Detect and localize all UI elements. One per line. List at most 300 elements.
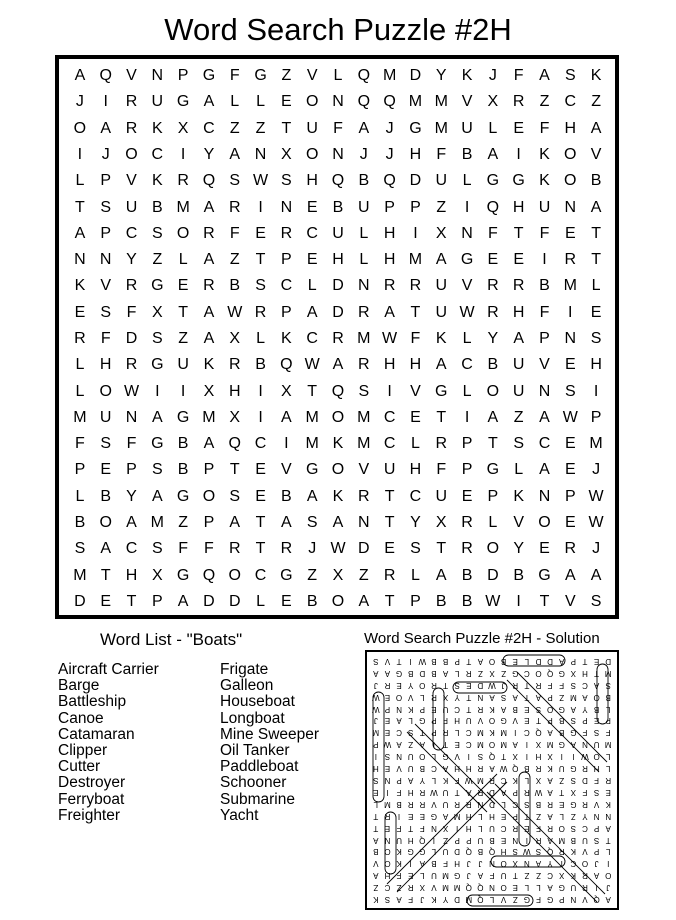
grid-letter: V (126, 67, 137, 85)
grid-letter: F (333, 119, 343, 137)
word-list-column-2 (220, 662, 319, 824)
solution-letter: E (500, 811, 507, 821)
solution-letter: V (408, 692, 414, 702)
grid-letter: F (100, 329, 111, 347)
grid-letter: A (513, 329, 524, 347)
grid-letter: B (74, 513, 86, 531)
grid-letter: S (410, 540, 421, 558)
grid-letter: N (280, 198, 293, 216)
solution-letter: K (408, 704, 414, 714)
grid-letter: T (255, 513, 266, 531)
word-list-item: Aircraft Carrier (58, 661, 159, 678)
grid-letter: R (74, 329, 86, 347)
grid-letter: L (75, 172, 85, 190)
grid-letter: G (254, 67, 267, 85)
grid-letter: I (258, 198, 263, 216)
grid-letter: Y (126, 251, 137, 269)
solution-letter: B (605, 692, 611, 702)
solution-letter: E (605, 787, 611, 797)
grid-letter: J (101, 145, 110, 163)
grid-letter: J (385, 119, 394, 137)
solution-letter: Q (546, 668, 554, 678)
solution-letter: A (535, 859, 542, 869)
solution-letter: Q (477, 895, 484, 905)
solution-letter: B (500, 656, 507, 666)
solution-letter: C (500, 823, 507, 833)
solution-letter: T (536, 716, 541, 726)
grid-letter: I (464, 408, 470, 426)
grid-letter: Z (358, 566, 369, 584)
solution-letter: O (488, 656, 496, 666)
solution-letter: E (373, 787, 379, 797)
solution-letter: W (488, 680, 496, 690)
solution-letter: X (512, 752, 518, 762)
grid-letter: Z (307, 566, 318, 584)
solution-letter: Z (443, 835, 448, 845)
grid-letter: R (228, 540, 241, 558)
solution-letter: S (535, 704, 542, 714)
grid-letter: W (588, 487, 604, 505)
grid-letter: I (77, 145, 83, 163)
solution-letter: P (570, 656, 577, 666)
grid-letter: T (487, 435, 498, 453)
solution-letter: Y (408, 680, 414, 690)
grid-letter: A (590, 119, 602, 137)
grid-letter: V (461, 93, 473, 111)
solution-letter: L (373, 799, 379, 809)
grid-letter: B (229, 277, 241, 295)
solution-letter: A (500, 704, 507, 714)
solution-letter: G (570, 764, 577, 774)
grid-letter: D (74, 592, 86, 610)
solution-letter: U (558, 764, 565, 774)
grid-letter: A (435, 566, 447, 584)
grid-letter: H (125, 566, 138, 584)
grid-letter: S (255, 277, 266, 295)
solution-letter: J (466, 871, 471, 881)
solution-letter: B (408, 668, 414, 678)
grid-letter: X (332, 566, 344, 584)
grid-letter: T (307, 382, 318, 400)
solution-letter: S (373, 776, 379, 786)
grid-letter: A (306, 487, 318, 505)
grid-letter: E (564, 224, 576, 242)
solution-letter: X (442, 823, 449, 833)
grid-letter: M (408, 251, 423, 269)
grid-letter: R (358, 303, 370, 321)
solution-letter: B (559, 716, 565, 726)
grid-letter: B (513, 566, 524, 584)
page-title: Word Search Puzzle #2H (164, 12, 512, 47)
solution-letter: H (465, 764, 472, 774)
grid-letter: G (409, 119, 422, 137)
grid-letter: U (125, 198, 138, 216)
solution-letter: G (558, 883, 565, 893)
solution-letter: H (535, 752, 542, 762)
solution-letter: G (395, 668, 403, 678)
grid-letter: D (358, 540, 370, 558)
solution-letter: P (547, 716, 553, 726)
solution-letter: F (582, 728, 588, 738)
grid-letter: G (435, 382, 448, 400)
solution-letter: P (605, 716, 611, 726)
grid-letter: V (410, 382, 421, 400)
solution-letter: U (396, 835, 402, 845)
solution-letter: K (489, 704, 495, 714)
solution-letter: F (489, 871, 495, 881)
solution-letter: A (489, 764, 495, 774)
solution-letter: U (431, 871, 437, 881)
solution-letter: Z (536, 871, 541, 881)
word-list-item: Paddleboat (220, 758, 299, 776)
solution-letter: X (547, 752, 553, 762)
solution-letter: X (535, 740, 542, 750)
grid-letter: M (434, 119, 448, 137)
grid-letter: O (331, 461, 345, 479)
solution-letter: R (547, 799, 553, 809)
grid-letter: P (203, 513, 215, 531)
solution-letter: H (454, 859, 461, 869)
word-list-item: Mine Sweeper (220, 725, 320, 743)
grid-letter: Q (331, 172, 345, 190)
grid-letter: P (539, 329, 550, 347)
solution-letter: X (512, 859, 518, 869)
grid-letter: E (513, 119, 524, 137)
solution-letter: M (477, 740, 484, 750)
word-list-item: Schooner (220, 774, 287, 792)
solution-letter: B (559, 728, 565, 738)
grid-letter: X (229, 408, 241, 426)
grid-letter: O (202, 487, 216, 505)
grid-letter: C (383, 435, 396, 453)
grid-letter: J (385, 145, 394, 163)
grid-letter: G (202, 67, 216, 85)
grid-letter: M (73, 566, 87, 584)
solution-letter: M (372, 728, 380, 738)
grid-letter: R (435, 435, 448, 453)
solution-letter: D (489, 787, 495, 797)
solution-letter: J (420, 895, 425, 905)
solution-letter: U (477, 835, 484, 845)
grid-letter: O (486, 540, 500, 558)
grid-letter: L (333, 67, 343, 85)
grid-letter: K (539, 172, 550, 190)
solution-letter: M (477, 776, 484, 786)
solution-letter: O (488, 740, 496, 750)
grid-letter: H (512, 198, 525, 216)
solution-letter: N (605, 811, 612, 821)
solution-letter: H (372, 764, 379, 774)
solution-letter: G (558, 704, 565, 714)
grid-letter: A (306, 303, 318, 321)
solution-letter: E (500, 835, 507, 845)
grid-letter: K (74, 277, 86, 295)
solution-letter: G (558, 740, 565, 750)
grid-letter: K (203, 356, 215, 374)
grid-letter: N (564, 198, 577, 216)
grid-letter: Q (99, 67, 112, 85)
grid-letter: H (564, 119, 577, 137)
solution-letter: H (407, 835, 414, 845)
grid-letter: G (486, 461, 500, 479)
solution-letter: Z (373, 883, 379, 893)
grid-letter: T (229, 461, 240, 479)
grid-letter: H (228, 382, 241, 400)
solution-letter: S (408, 728, 414, 738)
solution-letter: M (604, 668, 612, 678)
grid-letter: G (151, 277, 164, 295)
grid-letter: I (155, 382, 160, 400)
grid-letter: O (99, 382, 112, 400)
solution-letter: D (454, 895, 461, 905)
grid-letter: B (590, 172, 602, 190)
solution-letter: T (443, 680, 448, 690)
solution-letter: A (605, 823, 611, 833)
grid-letter: C (306, 224, 318, 242)
word-list-item: Clipper (58, 742, 108, 760)
grid-letter: Y (126, 487, 137, 505)
solution-letter: R (454, 799, 461, 809)
solution-letter: C (431, 764, 437, 774)
solution-letter: J (594, 859, 599, 869)
solution-letter: S (500, 692, 507, 702)
grid-letter: U (99, 408, 112, 426)
solution-letter: R (407, 799, 414, 809)
solution-letter: L (605, 847, 611, 857)
solution-letter: E (454, 740, 460, 750)
grid-letter: O (305, 93, 319, 111)
solution-letter: T (373, 811, 379, 821)
solution-letter: L (536, 883, 541, 893)
grid-letter: X (281, 145, 292, 163)
solution-letter: S (512, 847, 518, 857)
solution-letter: Q (477, 883, 484, 893)
grid-letter: U (306, 119, 318, 137)
solution-letter: E (431, 704, 437, 714)
solution-letter: A (373, 835, 379, 845)
grid-letter: I (464, 198, 470, 216)
solution-letter: L (431, 776, 437, 786)
solution-letter: T (559, 787, 565, 797)
grid-letter: S (229, 487, 241, 505)
grid-letter: U (177, 356, 189, 374)
solution-letter: A (489, 692, 495, 702)
solution-letter: S (535, 847, 542, 857)
solution-letter: O (384, 847, 391, 857)
solution-letter: U (465, 716, 472, 726)
solution-letter: M (384, 799, 391, 809)
grid-letter: D (409, 67, 422, 85)
grid-letter: S (151, 224, 163, 242)
grid-letter: C (125, 224, 138, 242)
solution-letter: N (489, 859, 495, 869)
solution-letter: W (581, 752, 589, 762)
solution-letter: G (546, 895, 554, 905)
grid-letter: G (151, 356, 164, 374)
solution-letter: N (582, 740, 588, 750)
grid-letter: S (151, 540, 163, 558)
solution-letter: N (570, 895, 577, 905)
grid-letter: I (568, 303, 573, 321)
solution-letter: Z (536, 811, 541, 821)
word-list-item: Cutter (58, 758, 101, 776)
grid-letter: G (460, 251, 474, 269)
grid-letter: P (177, 67, 189, 85)
grid-letter: S (564, 382, 576, 400)
solution-letter: U (407, 752, 414, 762)
solution-letter: R (477, 764, 484, 774)
grid-letter: A (151, 487, 163, 505)
grid-letter: H (409, 356, 422, 374)
grid-letter: R (358, 356, 370, 374)
grid-letter: O (176, 224, 190, 242)
grid-letter: M (305, 408, 319, 426)
grid-letter: W (227, 303, 243, 321)
grid-letter: A (332, 356, 344, 374)
grid-letter: R (358, 487, 370, 505)
solution-letter: Q (535, 728, 542, 738)
grid-letter: R (512, 93, 525, 111)
grid-letter: O (538, 513, 551, 531)
grid-letter: U (332, 224, 344, 242)
grid-letter: Q (331, 382, 345, 400)
solution-letter: P (559, 895, 565, 905)
grid-letter: O (564, 145, 577, 163)
grid-letter: L (178, 251, 188, 269)
grid-letter: T (436, 540, 447, 558)
solution-letter: R (489, 776, 495, 786)
grid-letter: R (203, 277, 215, 295)
grid-letter: A (74, 224, 86, 242)
grid-letter: K (435, 329, 447, 347)
solution-letter: Y (454, 692, 460, 702)
grid-letter: F (539, 303, 550, 321)
solution-letter: A (547, 883, 553, 893)
solution-letter: U (442, 799, 449, 809)
grid-letter: V (461, 277, 473, 295)
grid-letter: F (126, 435, 137, 453)
solution-letter: K (431, 895, 437, 905)
solution-letter: V (582, 847, 588, 857)
solution-letter: R (465, 799, 472, 809)
puzzle-grid (55, 55, 619, 619)
grid-letter: N (461, 224, 473, 242)
grid-letter: P (564, 487, 576, 505)
solution-letter: G (512, 668, 519, 678)
word-list-item: Barge (58, 677, 100, 695)
grid-letter: L (256, 93, 266, 111)
solution-letter: R (419, 799, 426, 809)
solution-letter: R (419, 787, 426, 797)
grid-letter: I (516, 145, 521, 163)
grid-letter: E (564, 356, 576, 374)
grid-letter: S (100, 435, 112, 453)
grid-letter: R (125, 356, 138, 374)
grid-letter: P (461, 435, 473, 453)
solution-letter: N (384, 835, 391, 845)
grid-letter: Y (435, 67, 447, 85)
solution-letter: B (431, 668, 437, 678)
word-list-title: Word List - "Boats" (100, 630, 243, 649)
grid-letter: M (563, 277, 577, 295)
solution-letter: V (593, 799, 600, 809)
solution-letter: T (466, 704, 472, 714)
solution-letter: K (489, 728, 495, 738)
solution-letter: K (396, 847, 402, 857)
grid-letter: J (592, 540, 601, 558)
solution-letter: O (593, 752, 600, 762)
grid-letter: A (332, 513, 344, 531)
grid-letter: F (178, 540, 189, 558)
solution-letter: I (409, 859, 412, 869)
solution-letter: B (593, 704, 600, 714)
grid-letter: M (202, 408, 216, 426)
grid-letter: U (435, 487, 448, 505)
solution-letter: O (384, 859, 391, 869)
solution-letter: N (593, 811, 600, 821)
grid-letter: L (488, 119, 498, 137)
grid-letter: W (382, 329, 398, 347)
solution-letter: Z (477, 668, 483, 678)
grid-letter: A (203, 198, 215, 216)
grid-letter: C (409, 487, 422, 505)
solution-letter: X (419, 883, 425, 893)
solution-letter: G (430, 811, 438, 821)
grid-letter: B (255, 356, 266, 374)
solution-letter: S (373, 656, 379, 666)
grid-letter: E (100, 592, 112, 610)
grid-letter: V (564, 592, 576, 610)
solution-letter: F (396, 823, 402, 833)
grid-letter: A (384, 303, 395, 321)
solution-letter: A (396, 895, 402, 905)
solution-letter: D (489, 799, 495, 809)
solution-letter: L (524, 776, 530, 786)
solution-letter: A (605, 895, 611, 905)
solution-letter: Y (582, 704, 588, 714)
grid-letter: E (384, 540, 395, 558)
grid-letter: D (125, 329, 138, 347)
grid-letter: N (99, 251, 112, 269)
grid-letter: X (151, 303, 163, 321)
solution-letter: E (408, 871, 414, 881)
grid-letter: M (408, 93, 423, 111)
grid-letter: A (435, 356, 447, 374)
grid-letter: U (435, 303, 448, 321)
grid-letter: F (436, 145, 447, 163)
grid-letter: I (284, 435, 289, 453)
grid-letter: L (75, 382, 85, 400)
solution-letter: L (605, 704, 611, 714)
solution-letter: K (396, 859, 402, 869)
solution-letter: R (523, 787, 530, 797)
grid-letter: I (516, 592, 521, 610)
solution-letter: E (384, 692, 391, 702)
grid-letter: F (204, 540, 214, 558)
solution-letter: P (396, 776, 402, 786)
grid-letter: K (332, 487, 344, 505)
solution-letter: A (373, 668, 379, 678)
grid-letter: S (513, 435, 524, 453)
grid-letter: D (332, 303, 344, 321)
word-list-item: Galleon (220, 677, 274, 695)
word-list-item: Houseboat (220, 693, 295, 711)
solution-letter: U (489, 823, 495, 833)
solution-letter: V (431, 883, 437, 893)
grid-letter: P (281, 251, 292, 269)
grid-letter: L (256, 592, 266, 610)
solution-letter: S (570, 823, 577, 833)
